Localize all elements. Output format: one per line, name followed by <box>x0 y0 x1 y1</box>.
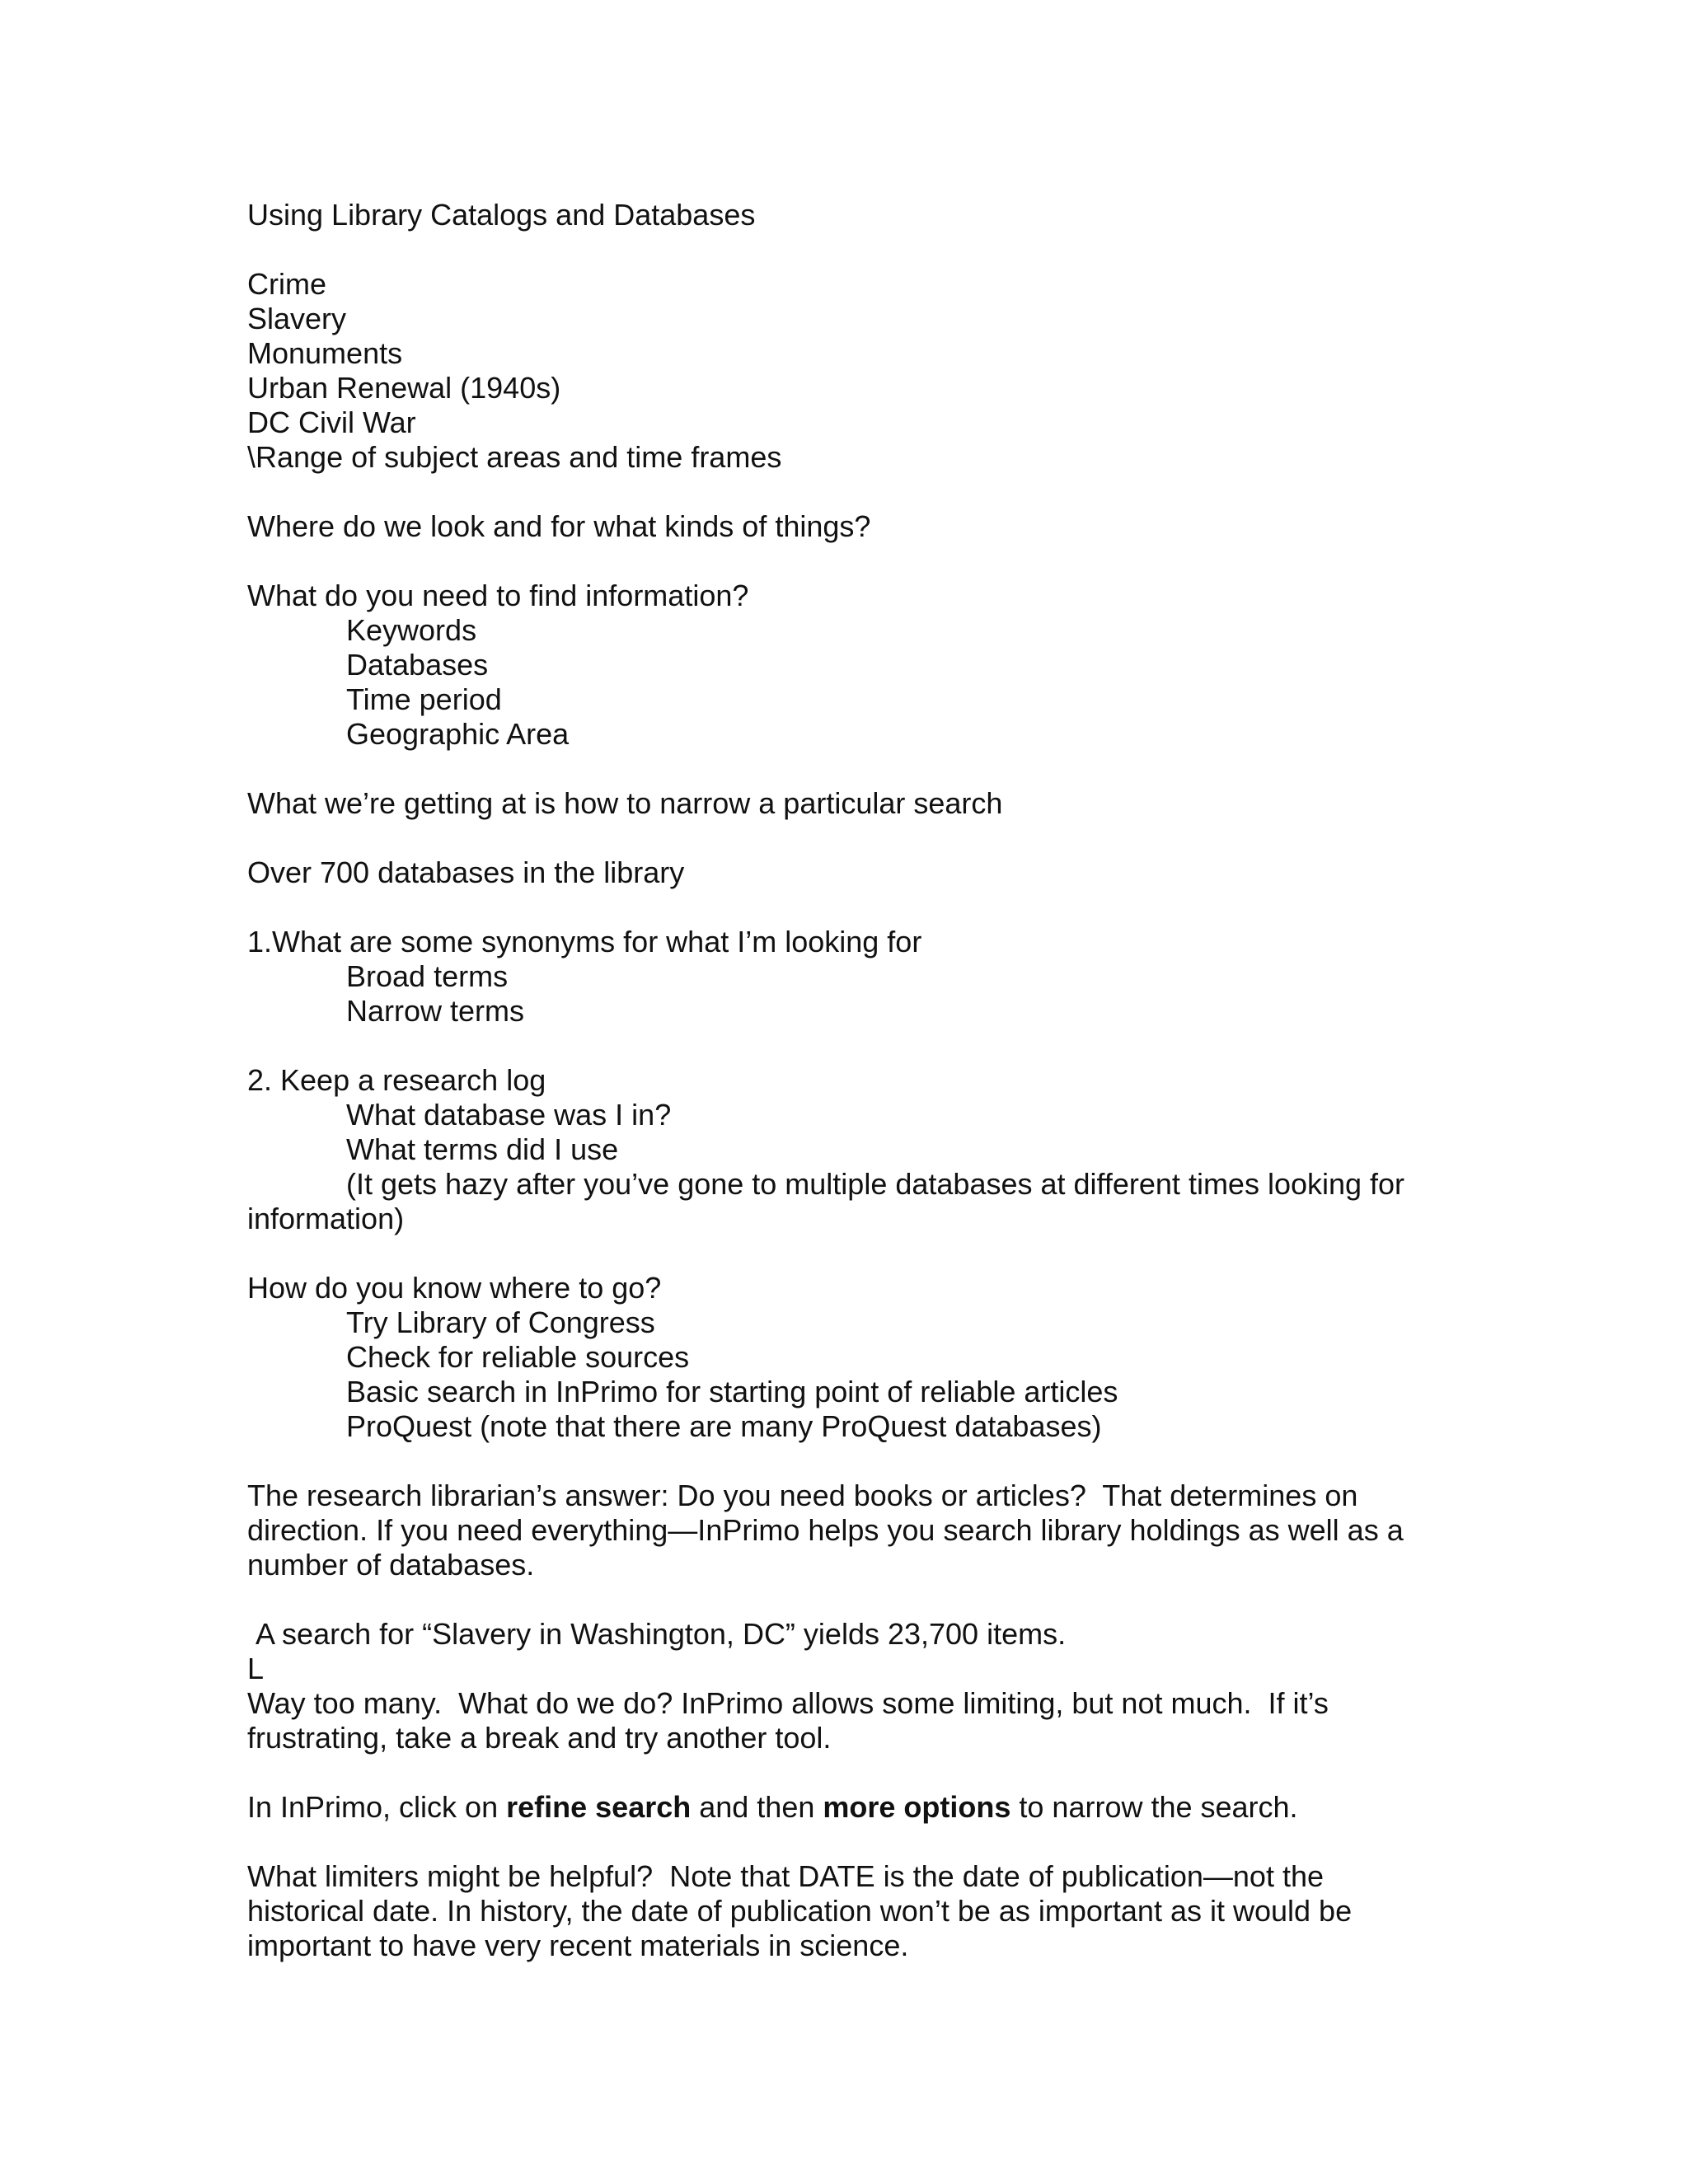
topic-item: Monuments <box>247 336 403 370</box>
document-body <box>247 198 1451 1963</box>
spacer <box>247 752 1451 786</box>
need-item: Keywords <box>346 613 477 647</box>
limiters-paragraph <box>247 1859 1451 1963</box>
where-go-item: Check for reliable sources <box>346 1340 690 1374</box>
refine-text-3: to narrow the search. <box>1010 1790 1298 1824</box>
where-go-item: ProQuest (note that there are many ProQuest databases) <box>346 1409 1102 1443</box>
log-item: What database was I in? <box>346 1098 672 1132</box>
log-list <box>247 1098 1451 1236</box>
topic-list <box>247 267 1451 475</box>
log-item: What terms did I use <box>346 1132 619 1166</box>
spacer <box>247 544 1451 579</box>
paragraph-line: Way too many. What do we do? InPrimo allows some limiting, but not much. If it’s <box>247 1686 1329 1720</box>
topic-item: Slavery <box>247 302 347 335</box>
databases-count: Over 700 databases in the library <box>247 855 685 889</box>
need-item: Geographic Area <box>346 717 570 751</box>
refine-text-1: In InPrimo, click on <box>247 1790 507 1824</box>
stray-letter: L <box>247 1652 265 1685</box>
topic-item: \Range of subject areas and time frames <box>247 440 782 474</box>
need-item: Time period <box>346 682 502 716</box>
search-example: A search for “Slavery in Washington, DC” yields 23,700 items. <box>247 1617 1067 1651</box>
need-heading: What do you need to find information? <box>247 579 749 612</box>
synonyms-heading: 1.What are some synonyms for what I’m looking for <box>247 925 922 958</box>
topic-item: Urban Renewal (1940s) <box>247 371 561 405</box>
librarian-answer-paragraph <box>247 1479 1451 1582</box>
refine-text-2: and then <box>691 1790 823 1824</box>
spacer <box>247 232 1451 267</box>
paragraph-line: The research librarian’s answer: Do you need books or articles? That determines on <box>247 1479 1358 1512</box>
synonyms-item: Broad terms <box>346 959 509 993</box>
spacer <box>247 1755 1451 1790</box>
where-go-list <box>247 1305 1451 1444</box>
log-note: (It gets hazy after you’ve gone to multiple databases at different times looking for <box>346 1167 1405 1201</box>
topic-item: DC Civil War <box>247 405 416 439</box>
log-heading: 2. Keep a research log <box>247 1063 546 1097</box>
spacer <box>247 1582 1451 1617</box>
spacer <box>247 475 1451 509</box>
spacer <box>247 890 1451 925</box>
topic-item: Crime <box>247 267 326 301</box>
where-go-item: Try Library of Congress <box>346 1305 655 1339</box>
spacer <box>247 1029 1451 1063</box>
need-item: Databases <box>346 648 489 682</box>
synonyms-item: Narrow terms <box>346 994 525 1028</box>
document-title: Using Library Catalogs and Databases <box>247 198 756 232</box>
spacer <box>247 1236 1451 1271</box>
more-options-term: more options <box>823 1790 1011 1824</box>
refine-instruction <box>247 1790 1451 1825</box>
paragraph-line: important to have very recent materials in science. <box>247 1929 909 1962</box>
spacer <box>247 1444 1451 1479</box>
spacer <box>247 821 1451 855</box>
where-question: Where do we look and for what kinds of things? <box>247 509 871 543</box>
where-go-heading: How do you know where to go? <box>247 1271 662 1305</box>
where-go-item: Basic search in InPrimo for starting point of reliable articles <box>346 1375 1118 1408</box>
spacer <box>247 1825 1451 1859</box>
need-list <box>247 613 1451 752</box>
synonyms-list <box>247 959 1451 1029</box>
paragraph-line: direction. If you need everything—InPrimo helps you search library holdings as well as a <box>247 1513 1404 1547</box>
too-many-paragraph <box>247 1686 1451 1755</box>
log-note-continued: information) <box>247 1202 405 1235</box>
paragraph-line: historical date. In history, the date of publication won’t be as important as it would be <box>247 1894 1353 1928</box>
paragraph-line: frustrating, take a break and try another tool. <box>247 1721 832 1755</box>
narrow-statement: What we’re getting at is how to narrow a particular search <box>247 786 1003 820</box>
refine-search-term: refine search <box>506 1790 692 1824</box>
paragraph-line: What limiters might be helpful? Note that DATE is the date of publication—not the <box>247 1859 1325 1893</box>
paragraph-line: number of databases. <box>247 1548 535 1582</box>
